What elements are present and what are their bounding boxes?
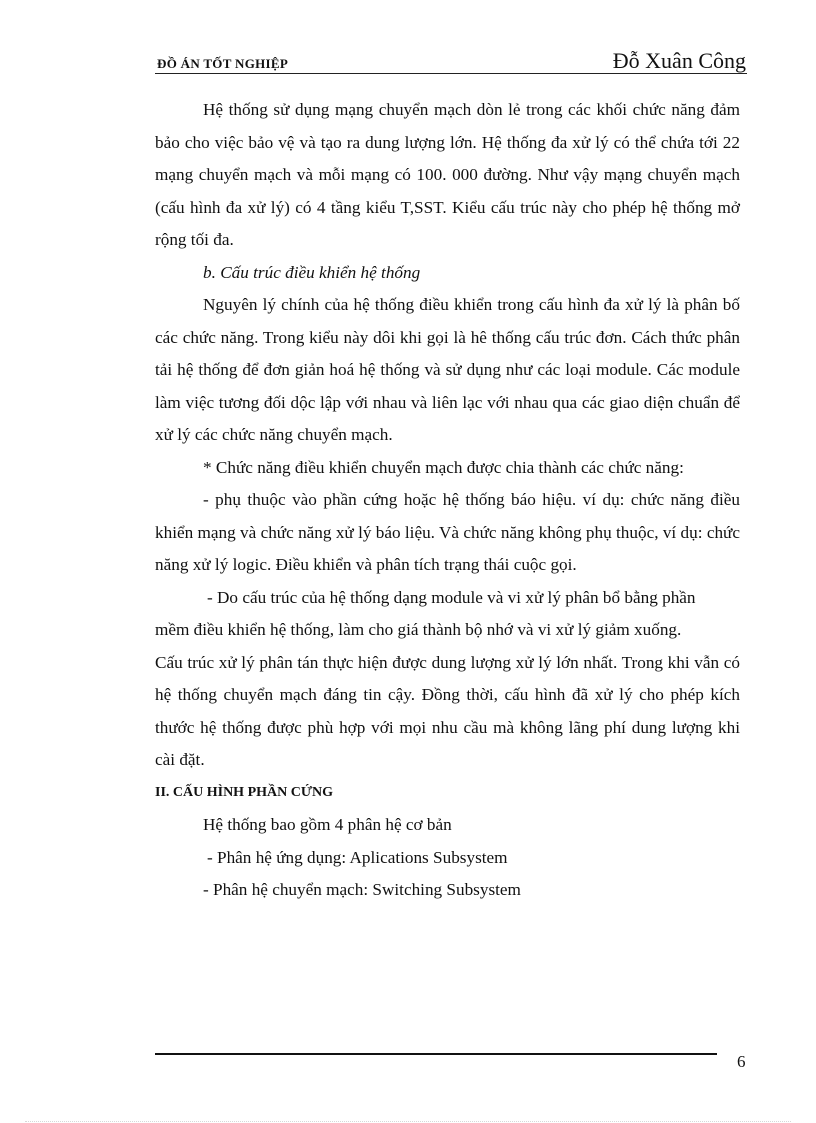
paragraph-distributed-processing: Cấu trúc xử lý phân tán thực hiện được dung lượng xử lý lớn nhất. Trong khi vẫn có hệ thống chuyển mạch đáng tin cậy. Đồng thời, cấu hình đã xử lý cho phép kích thước hệ thống được phù hợp với mọi nhu cầu mà không lãng phí dung lượng khi cài đặt. [155,652,740,769]
paragraph-control-principle: Nguyên lý chính của hệ thống điều khiển trong cấu hình đa xử lý là phân bố các chức năng. Trong kiểu này dôi khi gọi là hê thống cấu trúc đơn. Cách thức phân tải hệ thống để đơn giản hoá hệ thống và sử dụng như các loại module. Các module làm việc tương đối dộc lập với nhau và liên lạc với nhau qua các giao diện chuẩn để xử lý các chức năng chuyển mạch. [155,295,740,444]
page-edge-dotted-line [25,1121,791,1122]
paragraph-hardware-dependent: - phụ thuộc vào phần cứng hoặc hệ thống báo hiệu. ví dụ: chức năng điều khiển mạng và chức năng xử lý báo liệu. Và chức năng không phụ thuộc, ví dụ: chức năng xử lý logic. Điều khiển và phân tích trạng thái cuộc gọi. [155,490,740,574]
document-body [155,94,740,907]
paragraph-module-structure: - Do cấu trúc của hệ thống dạng module và vi xử lý phân bổ bằng phần [207,587,696,607]
paragraph-switching-network: Hệ thống sử dụng mạng chuyển mạch dòn lẻ trong các khối chức năng đảm bảo cho việc bảo vệ và tạo ra dung lượng lớn. Hệ thống đa xử lý có thể chứa tới 22 mạng chuyển mạch và mỗi mạng có 100. 000 đường. Như vậy mạng chuyển mạch (cấu hình đa xử lý) có 4 tầng kiểu T,SST. Kiểu cấu trúc này cho phép hệ thống mở rộng tối đa. [155,100,740,249]
header-author-name: Đỗ Xuân Công [612,48,746,73]
paragraph-software-control: mềm điều khiển hệ thống, làm cho giá thành bộ nhớ và vi xử lý giảm xuống. [155,620,682,639]
section-heading-hardware-configuration: II. CẤU HÌNH PHẦN CỨNG [155,784,333,800]
paragraph-subsystems-intro: Hệ thống bao gồm 4 phân hệ cơ bản [203,815,452,834]
header-rule [155,73,747,74]
footer-rule [155,1053,717,1055]
list-item-applications-subsystem: - Phân hệ ứng dụng: Aplications Subsystem [207,847,508,867]
list-item-switching-subsystem: - Phân hệ chuyển mạch: Switching Subsystem [203,880,521,899]
page-number: 6 [737,1052,746,1071]
header-document-type: ĐỒ ÁN TỐT NGHIỆP [157,56,289,71]
paragraph-control-functions: * Chức năng điều khiển chuyển mạch được chia thành các chức năng: [203,457,684,477]
section-heading-control-structure: b. Cấu trúc điều khiển hệ thống [203,262,421,282]
